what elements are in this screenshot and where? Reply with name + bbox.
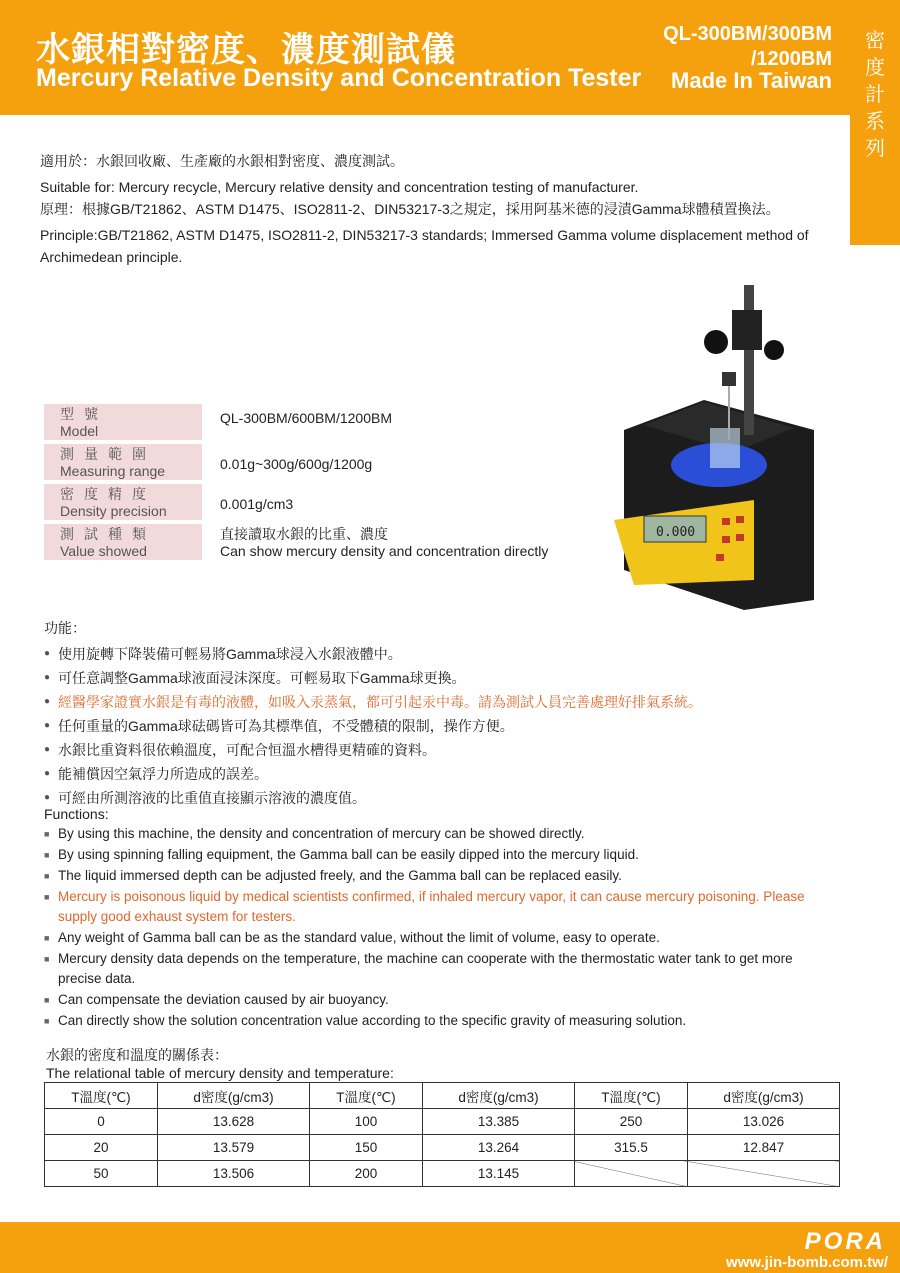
table-cell: 13.579 [157, 1135, 309, 1161]
feature-item-warning: ■ Mercury is poisonous liquid by medical scientists confirmed, if inhaled mercury vapor, it can cause mercury poisoning. Please supply good exhaust system for testers. [44, 887, 834, 927]
model-line-1: QL-300BM/300BM [663, 23, 832, 45]
table-header: d密度(g/cm3) [157, 1083, 309, 1109]
table-title-zh: 水銀的密度和溫度的關係表： [46, 1047, 228, 1063]
feature-item: ● 任何重量的Gamma球砝碼皆可為其標準值，不受體積的限制，操作方便。 [44, 714, 844, 738]
table-cell: 13.026 [687, 1109, 839, 1135]
side-tab-char: 列 [865, 138, 885, 160]
stand-clamp [732, 310, 762, 350]
spec-label-zh: 型號 [60, 406, 108, 422]
table-cell: 13.506 [157, 1161, 309, 1187]
table-header: T溫度(℃) [309, 1083, 422, 1109]
table-header: d密度(g/cm3) [687, 1083, 839, 1109]
spec-label-zh: 測試種類 [60, 526, 156, 542]
table-cell-empty [574, 1161, 687, 1187]
title-english: Mercury Relative Density and Concentration Tester [36, 64, 642, 92]
spec-row [44, 524, 604, 564]
table-cell: 13.385 [422, 1109, 574, 1135]
principle-en: Principle:GB/T21862, ASTM D1475, ISO2811-2, DIN53217-3 standards; Immersed Gamma volume displacement method of Archimedean principle. [40, 227, 809, 265]
website-url[interactable]: www.jin-bomb.com.tw/ [726, 1254, 888, 1271]
model-numbers [592, 22, 832, 72]
spec-row [44, 484, 604, 524]
side-tab-char: 度 [865, 57, 885, 79]
table-header: T溫度(℃) [574, 1083, 687, 1109]
density-temperature-table [44, 1082, 840, 1187]
adjust-knob-icon [704, 330, 728, 354]
model-line-2: /1200BM [750, 48, 832, 70]
table-header-row [45, 1083, 840, 1109]
spec-label-en: Model [60, 423, 99, 439]
lcd-reading: 0.000 [656, 525, 696, 540]
table-cell: 13.628 [157, 1109, 309, 1135]
feature-item: ■ Mercury density data depends on the temperature, the machine can cooperate with the thermostatic water tank to get more precise data. [44, 949, 834, 989]
feature-item: ● 水銀比重資料很依賴溫度，可配合恒溫水槽得更精確的資料。 [44, 738, 844, 762]
feature-item: ● 可經由所測溶液的比重值直接顯示溶液的濃度值。 [44, 786, 844, 810]
suitable-zh: 適用於：水銀回收廠、生產廠的水銀相對密度、濃度測試。 [40, 153, 404, 169]
spec-value: 0.001g/cm3 [220, 496, 294, 512]
panel-key [716, 554, 724, 561]
panel-key [736, 534, 744, 541]
spec-value [220, 526, 548, 560]
header-banner [0, 0, 850, 115]
table-cell: 150 [309, 1135, 422, 1161]
spec-label-en: Value showed [60, 543, 147, 559]
brand-logo: PORA [804, 1228, 886, 1255]
table-row [45, 1109, 840, 1135]
features-heading-en: Functions: [44, 806, 109, 822]
feature-item: ■ The liquid immersed depth can be adjusted freely, and the Gamma ball can be replaced easily. [44, 866, 834, 886]
side-tab-char: 密 [865, 30, 885, 52]
table-title [46, 1046, 394, 1082]
intro-section [40, 150, 840, 268]
table-cell: 12.847 [687, 1135, 839, 1161]
spec-label-en: Measuring range [60, 463, 166, 479]
tester-device-illustration [604, 280, 814, 610]
table-row [45, 1135, 840, 1161]
side-tab-char: 計 [865, 84, 885, 106]
features-english [44, 806, 834, 1032]
table-cell: 315.5 [574, 1135, 687, 1161]
feature-item: ● 能補償因空氣浮力所造成的誤差。 [44, 762, 844, 786]
spec-value-zh: 直接讀取水銀的比重、濃度 [220, 526, 388, 542]
side-tab-char: 系 [865, 111, 885, 133]
table-cell: 250 [574, 1109, 687, 1135]
table-cell: 200 [309, 1161, 422, 1187]
spec-row [44, 404, 604, 444]
beaker [710, 428, 740, 468]
feature-item: ● 可任意調整Gamma球液面浸沫深度。可輕易取下Gamma球更換。 [44, 666, 844, 690]
table-cell: 100 [309, 1109, 422, 1135]
spec-label [44, 484, 202, 520]
table-cell: 20 [45, 1135, 158, 1161]
table-row [45, 1161, 840, 1187]
footer-banner [0, 1222, 900, 1273]
spec-value: QL-300BM/600BM/1200BM [220, 410, 392, 426]
table-cell-empty [687, 1161, 839, 1187]
panel-key [722, 518, 730, 525]
table-title-en: The relational table of mercury density and temperature: [46, 1065, 394, 1081]
feature-item: ● 使用旋轉下降裝備可輕易將Gamma球浸入水銀液體中。 [44, 642, 844, 666]
table-cell: 13.145 [422, 1161, 574, 1187]
table-cell: 0 [45, 1109, 158, 1135]
stand-rod [744, 285, 754, 435]
principle-zh: 原理：根據GB/T21862、ASTM D1475、ISO2811-2、DIN53217-3之規定，採用阿基米德的浸漬Gamma球體積置換法。 [40, 201, 780, 217]
spec-label-en: Density precision [60, 503, 167, 519]
feature-item: ■ Can directly show the solution concentration value according to the specific gravity of measuring solution. [44, 1011, 834, 1031]
features-heading-zh: 功能： [44, 620, 86, 636]
feature-item: ■ Can compensate the deviation caused by air buoyancy. [44, 990, 834, 1010]
made-in-label: Made In Taiwan [671, 68, 832, 93]
table-header: d密度(g/cm3) [422, 1083, 574, 1109]
spec-label-zh: 密度精度 [60, 486, 156, 502]
spec-label [44, 524, 202, 560]
spec-table [44, 404, 604, 564]
spec-value-en: Can show mercury density and concentration directly [220, 543, 549, 559]
feature-item: ■ By using this machine, the density and concentration of mercury can be showed directly. [44, 824, 834, 844]
features-chinese [44, 618, 844, 810]
hook-holder [722, 372, 736, 386]
table-header: T溫度(℃) [45, 1083, 158, 1109]
spec-value: 0.01g~300g/600g/1200g [220, 456, 373, 472]
spec-label [44, 404, 202, 440]
panel-key [722, 536, 730, 543]
feature-item: ■ Any weight of Gamma ball can be as the standard value, without the limit of volume, easy to operate. [44, 928, 834, 948]
panel-key [736, 516, 744, 523]
spec-label [44, 444, 202, 480]
suitable-en: Suitable for: Mercury recycle, Mercury relative density and concentration testing of manufacturer. [40, 179, 639, 195]
adjust-knob-icon [764, 340, 784, 360]
spec-label-zh: 測量範圍 [60, 446, 156, 462]
spec-row [44, 444, 604, 484]
table-cell: 13.264 [422, 1135, 574, 1161]
feature-item: ■ By using spinning falling equipment, the Gamma ball can be easily dipped into the mercury liquid. [44, 845, 834, 865]
side-category-tab [850, 0, 900, 245]
title-chinese: 水銀相對密度、濃度測試儀 [36, 31, 456, 69]
feature-item-warning: ● 經醫學家證實水銀是有毒的液體，如吸入汞蒸氣，都可引起汞中毒。請為測試人員完善處理好排氣系統。 [44, 690, 844, 714]
table-cell: 50 [45, 1161, 158, 1187]
